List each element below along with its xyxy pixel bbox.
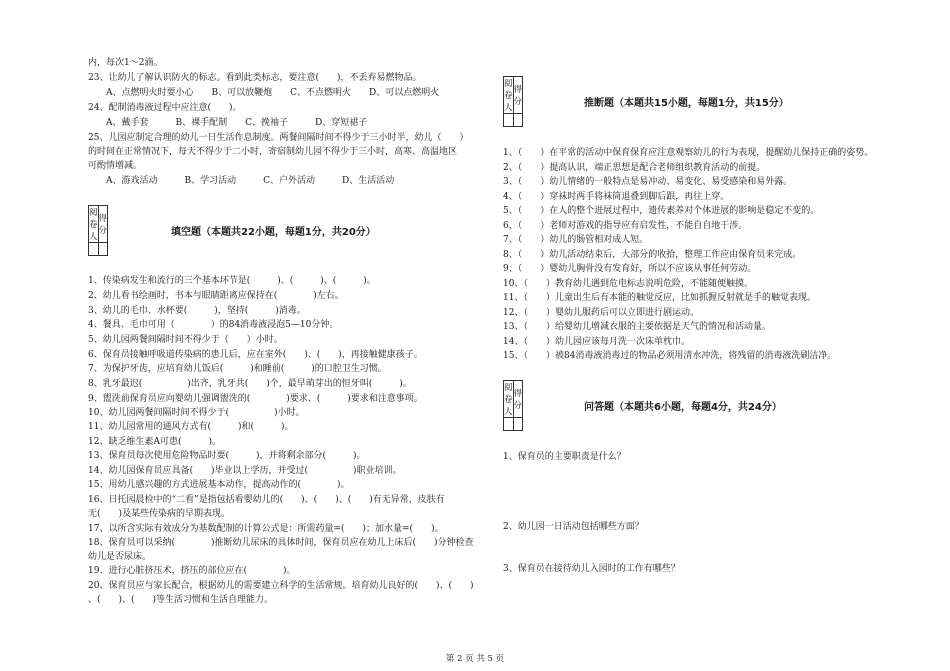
judgment-item: 10、（ ）教育幼儿遇到危电标志说明危险，不能随便触摸。 (503, 279, 753, 289)
judgment-item: 15、（ ）被84消毒液消毒过的物品必须用清水冲洗，将残留的消毒液洗刷洁净。 (503, 351, 837, 361)
question-25-cont-1: 的时间在正常情况下，每天不得少于二小时，寄宿制幼儿园不得少于三小时，高寒、高温地区 (88, 147, 458, 157)
grader-cell (504, 114, 514, 127)
score-cell (98, 243, 108, 256)
fill-question-cont: 幼儿是否尿床。 (88, 552, 152, 562)
judgment-item: 6、（ ）老师对游戏的指导应有启发性，不能自自地干涉。 (503, 221, 748, 231)
question-25-options: A、游戏活动 B、学习活动 C、户外活动 D、生活活动 (88, 176, 395, 186)
judgment-item: 7、（ ）幼儿的肠管相对成人短。 (503, 235, 649, 245)
grader-cell (89, 243, 99, 256)
question-25: 25、儿园应制定合理的幼儿一日生活作息制度。两餐间隔时间不得少于三小时半，幼儿（ ） (88, 133, 469, 143)
fill-question: 10、幼儿园两餐间隔时间不得少于( )小时。 (88, 408, 305, 418)
fill-question: 2、幼儿看书绘画时，书本与眼睛距离应保持在( )左右。 (88, 291, 344, 301)
judgment-item: 13、（ ）给婴幼儿增减衣服的主要依据是天气的情况和活动量。 (503, 322, 771, 332)
score-cell (513, 114, 523, 127)
fill-question: 12、缺乏维生素A可患( )。 (88, 437, 221, 447)
question-23-options: A、点燃明火时要小心 B、可以放鞭炮 C、不点燃明火 D、可以点燃明火 (88, 88, 440, 98)
page-footer: 第 2 页 共 5 页 (445, 654, 505, 664)
question-25-cont-2: 可酌情增减。 (88, 161, 143, 171)
judgment-item: 1、（ ）在平常的活动中保育保育应注意观察幼儿的行为表现，提醒幼儿保持正确的姿势。 (503, 148, 874, 158)
score-box-judgment (503, 76, 523, 127)
judgment-item: 9、（ ）婴幼儿胸骨没有发育好，所以不应该从事任何劳动。 (503, 264, 757, 274)
fill-question: 6、保育员接触呼吸道传染病的患儿后，应在室外( )、( )，再接触健康孩子。 (88, 350, 423, 360)
fill-question: 3、幼儿的毛巾、水杯要( )，坚持( )消毒。 (88, 306, 306, 316)
judgment-item: 12、（ ）婴幼儿服药后可以立即进行剧运动。 (503, 308, 699, 318)
fill-question: 13、保育员每次使用危险物品时要( )，并将剩余部分( )。 (88, 451, 366, 461)
fill-question: 16、日托园晨检中的“二看”是指包括看婴幼儿的( )、( )、( )有无异常，皮肤有 (88, 495, 445, 505)
question-24: 24、配制消毒液过程中应注意( )。 (88, 103, 242, 113)
fill-question: 9、盥洗前保育员应向婴幼儿强调盥洗的( )要求、( )要求和注意事项。 (88, 394, 423, 404)
fill-question: 8、乳牙最迟( )出齐，乳牙共( )个，最早萌芽出的恒牙叫( )。 (88, 379, 412, 389)
fill-question: 17、以所含实际有效成分为基数配制的计算公式是：所需药量=( )；加水量=( )。 (88, 524, 444, 534)
score-label: 得分 (513, 77, 523, 114)
grader-label: 阅卷人 (504, 381, 514, 418)
fill-question: 11、幼儿园常用的通风方式有( )和( )。 (88, 422, 294, 432)
fill-question: 19、进行心脏挤压术，挤压的部位应在( )。 (88, 566, 296, 576)
fill-question: 1、传染病发生和流行的三个基本环节是( )、( )、( )。 (88, 276, 376, 286)
score-box-fill-blank (88, 205, 108, 256)
fill-question: 14、幼儿园保育员应具备( )毕业以上学历，并受过( )职业培训。 (88, 466, 402, 476)
score-label: 得分 (513, 381, 523, 418)
fill-question: 5、幼儿园两餐间隔时间不得少于（ ）小时。 (88, 335, 283, 345)
section-title-judgment: 推断题（本题共15小题，每题1分，共15分） (584, 98, 789, 109)
judgment-item: 2、（ ）提高认识，端正思想是配合老师组织教育活动的前提。 (503, 163, 766, 173)
question-23: 23、让幼儿了解认识防火的标志。看到此类标志，要注意( )，不丢弃易燃物品。 (88, 73, 422, 83)
judgment-item: 14、（ ）幼儿园应该每月洗一次床单枕巾。 (503, 337, 690, 347)
score-cell (513, 418, 523, 431)
judgment-item: 5、（ ）在人的整个进展过程中，遗传素养对个体进展的影响是稳定不变的。 (503, 206, 820, 216)
section-title-fill-blank: 填空题（本题共22小题，每题1分，共20分） (171, 227, 376, 238)
grader-label: 阅卷人 (504, 77, 514, 114)
grader-cell (504, 418, 514, 431)
judgment-item: 8、（ ）幼儿活动结束后，大部分的收拾，整理工作应由保育员来完成。 (503, 250, 802, 260)
fill-question: 15、用幼儿感兴趣的方式进展基本动作，提高动作的( )。 (88, 480, 350, 490)
judgment-item: 3、（ ）幼儿情绪的一般特点是易冲动、易变化、易受感染和易外露。 (503, 177, 793, 187)
grader-label: 阅卷人 (89, 206, 99, 243)
qa-question: 1、保育员的主要职责是什么？ (503, 452, 626, 462)
fill-question: 4、餐具、毛巾可用（ ）的84消毒液浸泡5—10分钟。 (88, 320, 339, 330)
pre-line-1: 内，每次1～2滴。 (88, 58, 163, 68)
fill-question-cont: 无( )及某些传染病的早期表现。 (88, 509, 231, 519)
score-box-qa (503, 380, 523, 431)
fill-question: 18、保育员可以采纳( )推断幼儿尿床的具体时间，保育员应在幼儿上床后( )分钟检查 (88, 538, 474, 548)
score-label: 得分 (98, 206, 108, 243)
section-title-qa: 问答题（本题共6小题，每题4分，共24分） (584, 402, 782, 413)
question-24-options: A、戴手套 B、裸手配制 C、挽袖子 D、穿短裙子 (88, 118, 368, 128)
qa-question: 2、幼儿园一日活动包括哪些方面？ (503, 522, 644, 532)
qa-question: 3、保育员在接待幼儿入园时的工作有哪些？ (503, 564, 680, 574)
fill-question-cont: 、( )、( )等生活习惯和生活自理能力。 (88, 595, 274, 605)
judgment-item: 11、（ ）儿童出生后有本能的触觉反应，比如抓握反射就是手的触觉表现。 (503, 293, 816, 303)
fill-question: 7、为保护牙齿，应培育幼儿饭后( )和睡前( )的口腔卫生习惯。 (88, 364, 387, 374)
fill-question: 20、保育员应与家长配合，根据幼儿的需要建立科学的生活常规。培育幼儿良好的( )、( ) (88, 581, 474, 591)
judgment-item: 4、（ ）穿袜时两手将袜筒退叠到脚后跟，再往上穿。 (503, 192, 730, 202)
